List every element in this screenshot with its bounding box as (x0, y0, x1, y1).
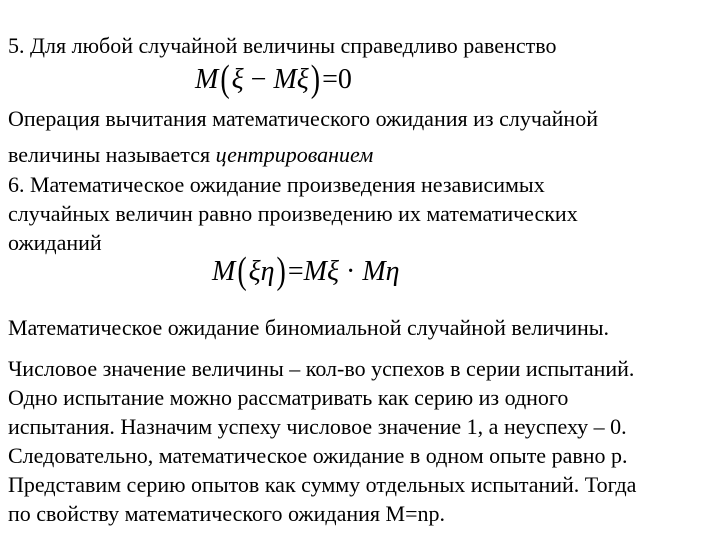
item6-line3: ожиданий (8, 230, 102, 255)
formula2-eta: η (385, 256, 400, 287)
formula2-M1: M (212, 256, 236, 287)
formula2-lparen: ( (237, 250, 247, 293)
item6-line1: 6. Математическое ожидание произведения независимых (8, 172, 545, 197)
binomial-heading: Математическое ожидание биномиальной случайной величины. (8, 315, 610, 340)
item5-text: 5. Для любой случайной величины справедливо равенство (8, 33, 557, 58)
item6-line2: случайных величин равно произведению их математических (8, 201, 578, 226)
formula2-xieta: ξη (248, 256, 275, 287)
formula1-rparen: ) (310, 58, 321, 101)
formula-centered-expectation (195, 58, 352, 101)
centering-line2 (8, 140, 373, 169)
binomial-line-1: Числовое значение величины – кол-во успехов в серии испытаний. (8, 356, 635, 381)
centering-line1: Операция вычитания математического ожидания из случайной (8, 106, 598, 131)
centering-line2-prefix: величины называется (8, 142, 216, 167)
centering-term: центрированием (215, 142, 374, 167)
formula-product-expectation (212, 250, 400, 293)
binomial-line-6: по свойству математического ожидания M=np. (8, 501, 445, 526)
formula2-rparen: ) (276, 250, 286, 293)
formula2-xi: ξ (327, 256, 339, 287)
binomial-line-5: Представим серию опытов как сумму отдельных испытаний. Тогда (8, 472, 637, 497)
formula1-M1: M (195, 64, 219, 95)
formula1-xi: ξ (231, 64, 244, 95)
formula2-eq: = (287, 256, 304, 287)
formula2-dot: · (346, 256, 356, 287)
binomial-line-3: испытания. Назначим успеху числовое значение 1, а неуспеху – 0. (8, 414, 627, 439)
binomial-line-4: Следовательно, математическое ожидание в одном опыте равно p. (8, 443, 628, 468)
formula1-eq: = (322, 64, 338, 95)
formula1-xi2: ξ (296, 64, 309, 95)
binomial-line-2: Одно испытание можно рассматривать как серию из одного (8, 385, 569, 410)
formula1-zero: 0 (337, 64, 352, 95)
formula2-M2: M (303, 256, 327, 287)
formula1-minus: − (250, 64, 267, 95)
formula1-M2: M (273, 64, 297, 95)
formula2-M3: M (362, 256, 386, 287)
formula1-lparen: ( (220, 58, 230, 101)
